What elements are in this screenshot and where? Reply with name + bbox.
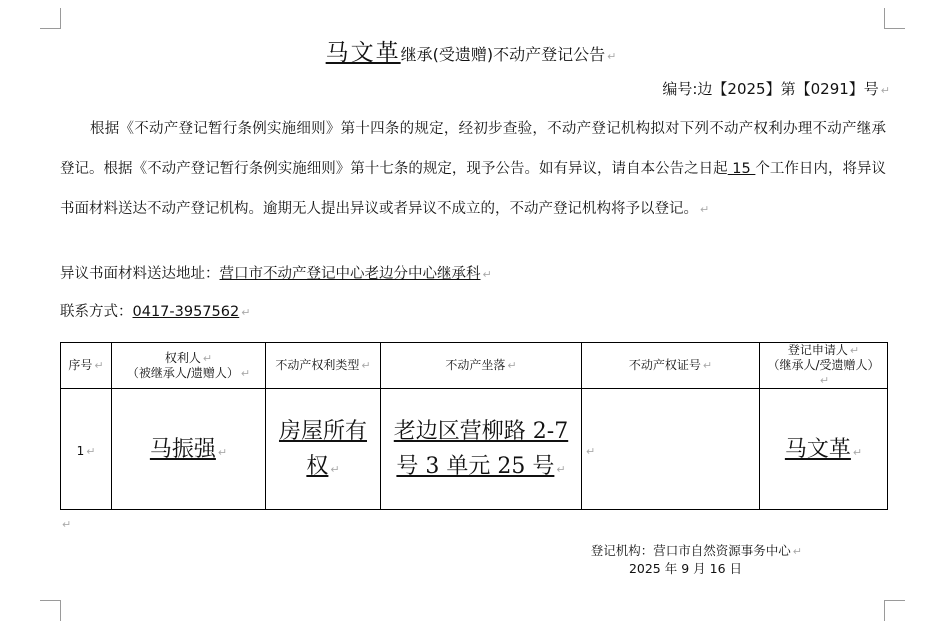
document-number bbox=[662, 78, 890, 99]
crop-mark-top-right bbox=[884, 8, 905, 29]
contact-label: 联系方式： bbox=[60, 304, 133, 320]
cell-location: 老边区营柳路 2-7 号 3 单元 25 号 ↵ bbox=[381, 389, 582, 510]
table-row bbox=[61, 389, 888, 510]
header-holder: 权利人 ↵ （被继承人/遗赠人） ↵ bbox=[112, 343, 266, 389]
paragraph-mark-icon: ↵ bbox=[482, 268, 492, 281]
crop-mark-bottom-left bbox=[40, 600, 61, 621]
header-location: 不动产坐落 ↵ bbox=[381, 343, 582, 389]
notice-date: 2025 年 9 月 16 日 bbox=[628, 561, 742, 576]
address-value: 营口市不动产登记中心老边分中心继承科 bbox=[219, 266, 481, 282]
document-number-text: 编号:边【2025】第【0291】号 bbox=[662, 80, 879, 98]
address-label: 异议书面材料送达地址： bbox=[60, 266, 220, 282]
contact-phone: 0417-3957562 bbox=[132, 304, 240, 320]
header-seq: 序号 ↵ bbox=[61, 343, 112, 389]
crop-mark-bottom-right bbox=[884, 600, 905, 621]
registration-organization: 登记机构：营口市自然资源事务中心 ↵ bbox=[590, 543, 802, 558]
objection-days: 15 bbox=[727, 161, 756, 177]
notice-body bbox=[60, 109, 886, 230]
header-cert-no: 不动产权证号 ↵ bbox=[582, 343, 760, 389]
paragraph-mark-icon: ↵ bbox=[792, 545, 802, 558]
paragraph-mark-icon: ↵ bbox=[880, 84, 890, 97]
body-part1: 根据《不动产登记暂行条例实施细则》第十四条的规定，经初步查验，不动产登记机构拟对下列不动产权利办理不动产继承登记。根据《不动产登记暂行条例实施细则》第十七条的规定，现予公告。如有异议，请自本公告之日起 bbox=[60, 121, 886, 177]
cell-cert-no: ↵ bbox=[582, 389, 760, 510]
crop-mark-top-left bbox=[40, 8, 61, 29]
cell-holder: 马振强 ↵ bbox=[112, 389, 266, 510]
cell-applicant: 马文革 ↵ bbox=[760, 389, 888, 510]
paragraph-mark-icon: ↵ bbox=[241, 306, 251, 319]
paragraph-mark-icon: ↵ bbox=[700, 203, 710, 216]
header-right-type: 不动产权利类型 ↵ bbox=[266, 343, 381, 389]
contact-info bbox=[60, 300, 250, 321]
objection-address bbox=[60, 262, 492, 283]
cell-seq: 1 ↵ bbox=[61, 389, 112, 510]
empty-paragraph bbox=[60, 513, 71, 532]
registration-table bbox=[60, 342, 888, 510]
title-text: 继承(受遗赠)不动产登记公告 bbox=[400, 45, 606, 64]
title-name: 马文革 bbox=[325, 40, 401, 66]
header-applicant: 登记申请人 ↵ （继承人/受遗赠人）↵ bbox=[760, 343, 888, 389]
cell-right-type: 房屋所有权 ↵ bbox=[266, 389, 381, 510]
table-header-row bbox=[61, 343, 888, 389]
paragraph-mark-icon: ↵ bbox=[62, 518, 72, 531]
paragraph-mark-icon: ↵ bbox=[607, 50, 617, 63]
document-title bbox=[0, 34, 942, 67]
body-part2: 个工作日内，将异议书面材料送达不动产登记机构。逾期无人提出异议或者异议不成立的，不动产登记机构将予以登记。 bbox=[60, 161, 887, 217]
